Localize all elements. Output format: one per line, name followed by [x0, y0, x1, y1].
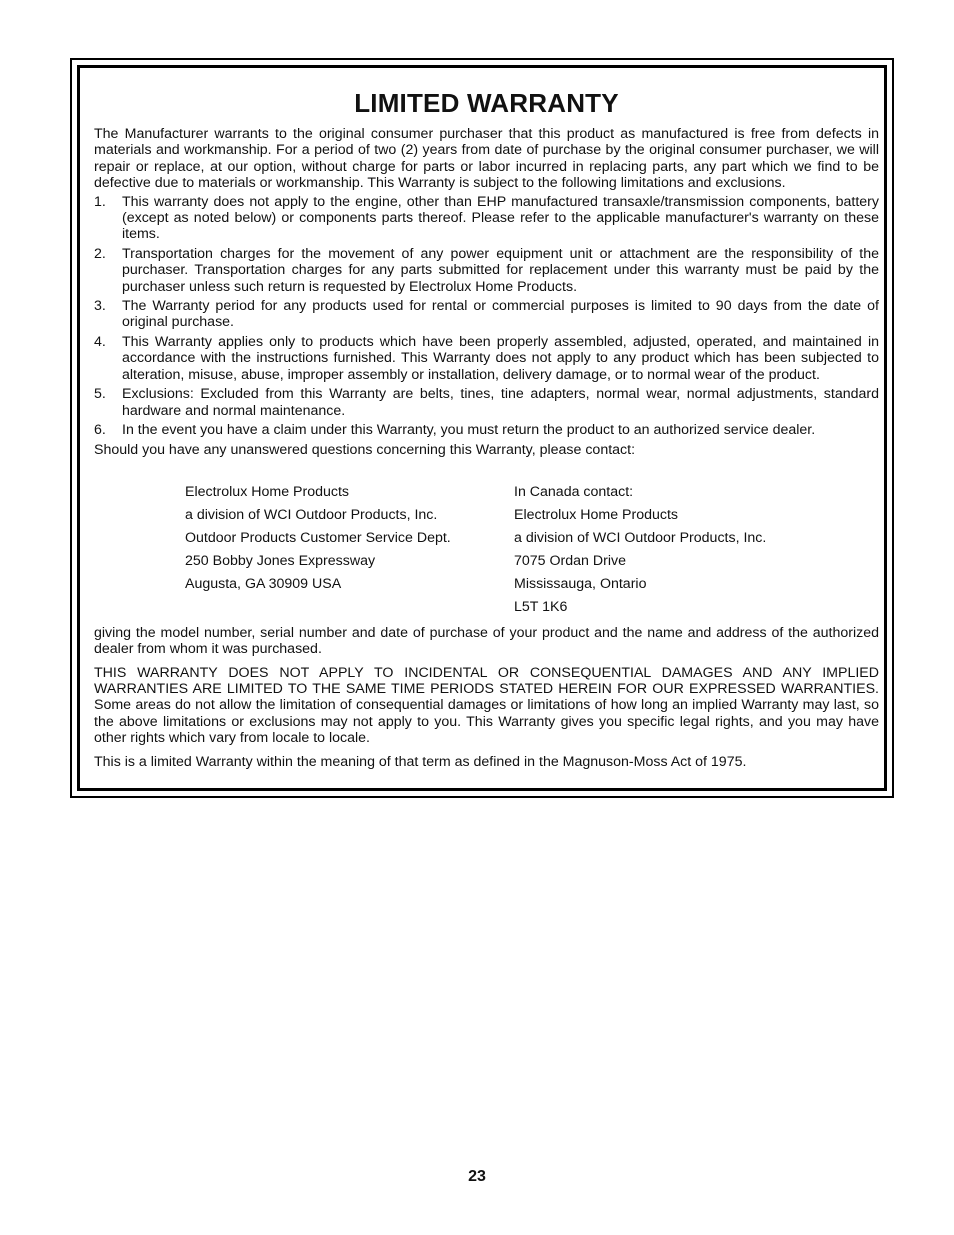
after-address-paragraph: giving the model number, serial number and date of purchase of your product and the name and address of the authorized dealer from whom it was purchased.: [94, 624, 879, 658]
address-line: 250 Bobby Jones Expressway: [185, 552, 376, 569]
disclaimer-paragraph: THIS WARRANTY DOES NOT APPLY TO INCIDENTAL OR CONSEQUENTIAL DAMAGES AND ANY IMPLIED WARRANTIES ARE LIMITED TO THE SAME TIME PERIODS STATED HEREIN FOR OUR EXPRESSED WARRANTIES. Some areas do not allow the limitation of consequential damages or limitations of how long an implied Warranty may last, so the above limitations or exclusions may not apply to you. This Warranty gives you specific legal rights, and you may have other rights which vary from locale to locale.: [94, 664, 879, 747]
address-line: a division of WCI Outdoor Products, Inc.: [185, 506, 438, 523]
address-line: Mississauga, Ontario: [514, 575, 647, 592]
list-item: [94, 386, 879, 419]
contact-intro: Should you have any unanswered questions concerning this Warranty, please contact:: [94, 442, 636, 459]
list-item-number: 4.: [94, 333, 106, 350]
address-line: 7075 Ordan Drive: [514, 552, 626, 569]
closing-paragraph: This is a limited Warranty within the meaning of that term as defined in the Magnuson-Moss Act of 1975.: [94, 753, 747, 770]
address-line: Electrolux Home Products: [185, 483, 350, 500]
list-item-text: The Warranty period for any products used for rental or commercial purposes is limited to 90 days from the date of original purchase.: [122, 298, 879, 331]
address-line: Electrolux Home Products: [514, 506, 679, 523]
warranty-content: [94, 88, 879, 772]
page-title: LIMITED WARRANTY: [354, 88, 619, 118]
list-item-number: 5.: [94, 386, 106, 403]
list-item-text: Transportation charges for the movement of any power equipment unit or attachment are the responsibility of the purchaser. Transportation charges for any parts submitted for replacement under this warranty must be paid by the purchaser unless such return is requested by Electrolux Home Products.: [122, 245, 879, 295]
list-item: [94, 246, 879, 295]
list-item-text: Exclusions: Excluded from this Warranty are belts, tines, tine adapters, normal wear, normal adjustments, standard hardware and normal maintenance.: [122, 386, 879, 419]
warranty-inner-frame: [77, 65, 887, 791]
list-item-text: This Warranty applies only to products which have been properly assembled, adjusted, operated, and maintained in accordance with the instructions furnished. This Warranty does not apply to any product which has been subjected to alteration, misuse, abuse, improper assembly or installation, delivery damage, or to normal wear of the product.: [122, 333, 879, 383]
list-item: [94, 194, 879, 243]
list-item-number: 6.: [94, 421, 106, 438]
address-line: In Canada contact:: [514, 483, 634, 500]
list-item-number: 2.: [94, 245, 106, 262]
us-address: [185, 481, 514, 619]
list-item-number: 3.: [94, 298, 106, 315]
list-item-number: 1.: [94, 193, 106, 210]
intro-paragraph: The Manufacturer warrants to the original consumer purchaser that this product as manufactured is free from defects in materials and workmanship. For a period of two (2) years from date of purchase by the original consumer purchaser, we will repair or replace, at our option, without charge for parts or labor incurred in replacing parts, any part which we find to be defective due to materials or workmanship. This Warranty is subject to the following limitations and exclusions.: [94, 126, 879, 192]
list-item-text: In the event you have a claim under this Warranty, you must return the product to an authorized service dealer.: [122, 421, 816, 438]
address-line: Augusta, GA 30909 USA: [185, 575, 342, 592]
list-item: [94, 422, 879, 438]
address-line: Outdoor Products Customer Service Dept.: [185, 529, 451, 546]
conditions-list: [94, 194, 879, 439]
address-block: [94, 481, 879, 619]
address-line: L5T 1K6: [514, 598, 568, 615]
canada-address: [514, 481, 844, 619]
page-number: 23: [468, 1168, 486, 1185]
warranty-outer-frame: [70, 58, 894, 798]
list-item: [94, 334, 879, 383]
list-item: [94, 298, 879, 331]
address-line: a division of WCI Outdoor Products, Inc.: [514, 529, 767, 546]
list-item-text: This warranty does not apply to the engine, other than EHP manufactured transaxle/transmission components, battery (except as noted below) or components parts thereof. Please refer to the applicable manufacturer's warranty on these items.: [122, 193, 879, 243]
